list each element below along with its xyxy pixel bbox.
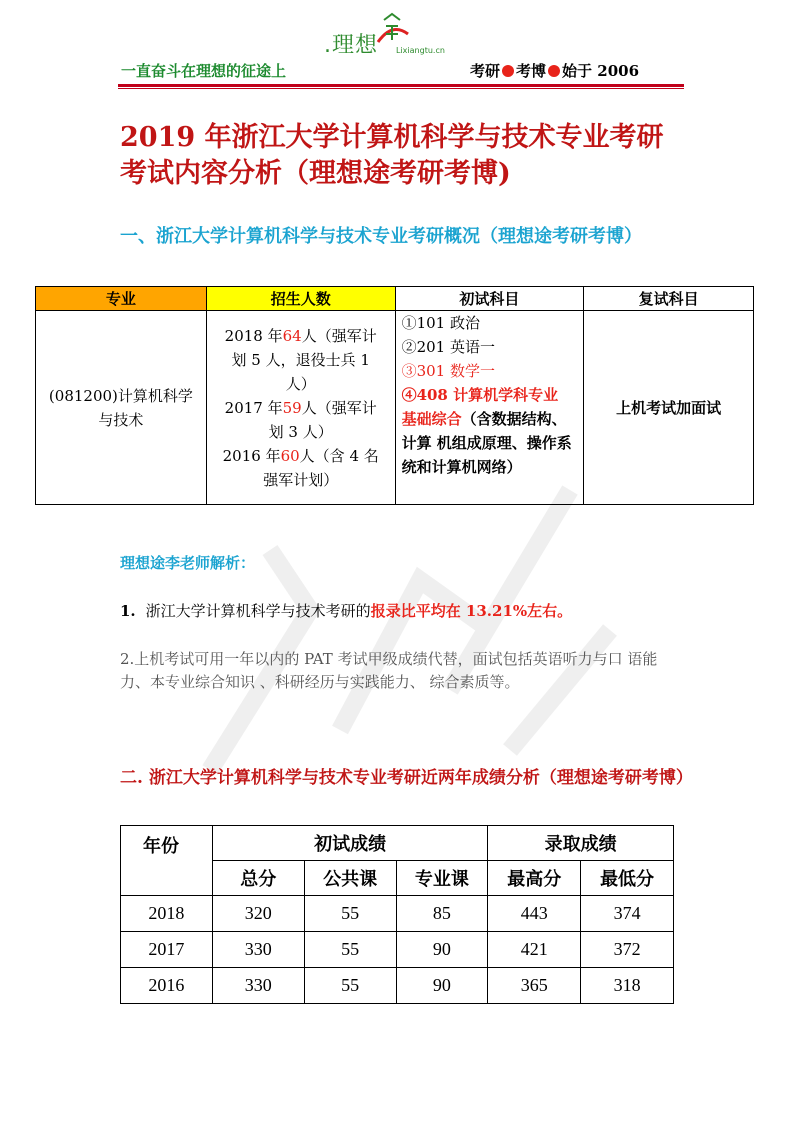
- header-retest-subjects: 复试科目: [584, 287, 754, 311]
- table-row: [121, 932, 674, 968]
- header-initial-scores: 初试成绩: [212, 826, 487, 861]
- enrollment-2016: 2016 年60人（含 4 名强军计划）: [222, 446, 379, 489]
- table-cell: 55: [304, 932, 396, 968]
- major-cell: (081200)计算机科学与技术: [36, 311, 207, 505]
- table-cell: 2018: [121, 896, 213, 932]
- header-min: 最低分: [581, 861, 674, 896]
- table-cell: 330: [212, 968, 304, 1004]
- table-cell: 2017: [121, 932, 213, 968]
- table-cell: 90: [396, 968, 488, 1004]
- table-cell: 55: [304, 896, 396, 932]
- retest-cell: 上机考试加面试: [584, 311, 754, 505]
- logo: [318, 12, 458, 56]
- table-cell: 443: [488, 896, 581, 932]
- subject-cs: ④408 计算机学科专业 基础综合（含数据结构、计算 机组成原理、操作系统和计算机网络）: [401, 386, 572, 476]
- subject-math: ③301 数学一: [401, 362, 495, 380]
- section2-title: 二. 浙江大学计算机科学与技术专业考研近两年成绩分析（理想途考研考博）: [120, 768, 693, 788]
- table-row: [121, 896, 674, 932]
- enrollment-2017: 2017 年59人（强军计划 3 人）: [224, 398, 377, 441]
- table-header-row: [121, 826, 674, 861]
- analysis-point-2: 2.上机考试可用一年以内的 PAT 考试甲级成绩代替，面试包括英语听力与口 语能力、本专业综合知识 、科研经历与实践能力、 综合素质等。: [120, 650, 658, 691]
- tagline-part: 考研: [470, 62, 501, 80]
- table-cell: 320: [212, 896, 304, 932]
- logo-url: Lixiangtu.cn: [396, 46, 445, 55]
- red-dot-icon: [502, 65, 514, 77]
- red-dot-icon: [548, 65, 560, 77]
- table-cell: 55: [304, 968, 396, 1004]
- logo-text: .理想: [324, 33, 378, 58]
- table-cell: 90: [396, 932, 488, 968]
- header-public: 公共课: [304, 861, 396, 896]
- table-cell: 85: [396, 896, 488, 932]
- analysis-heading: 理想途李老师解析：: [120, 554, 256, 572]
- scores-table: [120, 825, 674, 1004]
- header-enrollment: 招生人数: [206, 287, 395, 311]
- tagline-part: 始于 2006: [562, 62, 640, 80]
- table-cell: 318: [581, 968, 674, 1004]
- header-max: 最高分: [488, 861, 581, 896]
- subjects-cell: [395, 311, 584, 505]
- table-cell: 421: [488, 932, 581, 968]
- header-major-course: 专业课: [396, 861, 488, 896]
- table-row: [36, 311, 754, 505]
- header-divider-thin: [118, 88, 684, 89]
- tagline-part: 考博: [516, 62, 547, 80]
- header-year: 年份: [121, 826, 213, 896]
- enrollment-2018: 2018 年64人（强军计划 5 人，退役士兵 1 人）: [224, 326, 377, 393]
- page-title: 2019 年浙江大学计算机科学与技术专业考研考试内容分析（理想途考研考博): [120, 122, 664, 189]
- section1-title: 一、浙江大学计算机科学与技术专业考研概况（理想途考研考博）: [120, 226, 642, 247]
- table-cell: 2016: [121, 968, 213, 1004]
- table-header-row: [36, 287, 754, 311]
- table-cell: 372: [581, 932, 674, 968]
- header-major: 专业: [36, 287, 207, 311]
- subject-english: ②201 英语一: [401, 338, 495, 356]
- analysis-point-1: 1. 浙江大学计算机科学与技术考研的报录比平均在 13.21%左右。: [120, 602, 573, 620]
- table-row: [121, 968, 674, 1004]
- tagline: [470, 60, 639, 81]
- header-initial-subjects: 初试科目: [395, 287, 584, 311]
- table-cell: 330: [212, 932, 304, 968]
- subject-politics: ①101 政治: [401, 314, 480, 332]
- header-admission-scores: 录取成绩: [488, 826, 674, 861]
- table-cell: 374: [581, 896, 674, 932]
- header-total: 总分: [212, 861, 304, 896]
- enrollment-cell: [206, 311, 395, 505]
- overview-table: [35, 286, 754, 505]
- table-cell: 365: [488, 968, 581, 1004]
- slogan: 一直奋斗在理想的征途上: [121, 62, 287, 80]
- header-divider: [118, 84, 684, 87]
